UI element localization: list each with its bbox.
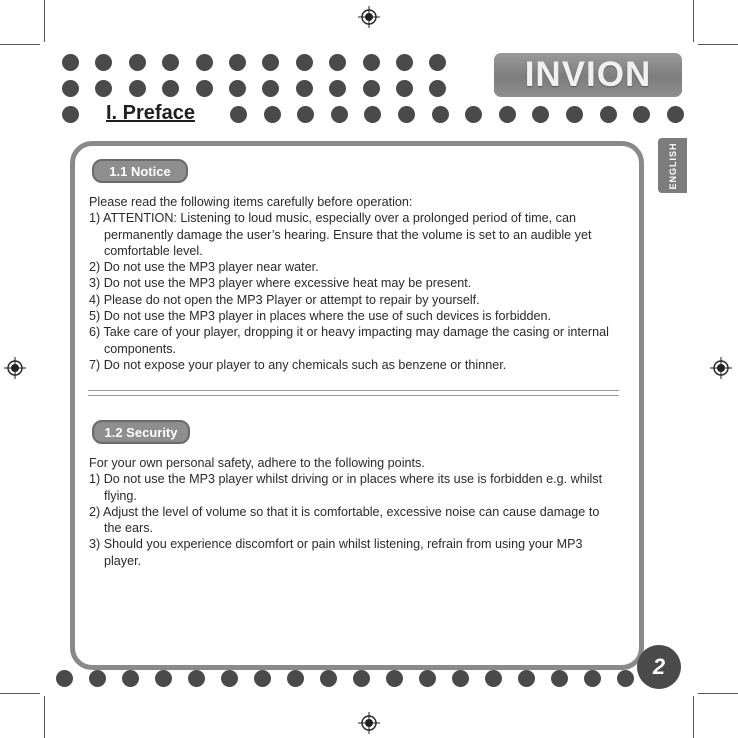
decorative-dot	[162, 80, 179, 97]
notice-heading-badge	[92, 159, 188, 183]
decorative-dot	[566, 106, 583, 123]
decorative-dot	[353, 670, 370, 687]
security-section	[89, 455, 619, 569]
decorative-dot	[297, 106, 314, 123]
decorative-dot	[296, 54, 313, 71]
decorative-dot	[262, 54, 279, 71]
page-number: 2	[637, 645, 681, 689]
list-item: 3) Should you experience discomfort or pain whilst listening, refrain from using your MP3 player.	[89, 537, 583, 568]
decorative-dot	[329, 54, 346, 71]
decorative-dot	[584, 670, 601, 687]
decorative-dot	[364, 106, 381, 123]
decorative-dot	[465, 106, 482, 123]
security-heading-badge	[92, 420, 190, 444]
list-item: 1) Do not use the MP3 player whilst driving or in places where its use is forbidden e.g. whilst flying.	[89, 472, 603, 503]
crop-mark	[44, 0, 45, 42]
decorative-dot	[485, 670, 502, 687]
decorative-dot	[617, 670, 634, 687]
list-item: 2) Adjust the level of volume so that it is comfortable, excessive noise can cause damage to the ears.	[89, 504, 600, 536]
registration-mark-icon	[358, 712, 380, 734]
decorative-dot	[296, 80, 313, 97]
list-item: 3) Do not use the MP3 player where excessive heat may be present.	[89, 276, 472, 291]
decorative-dot	[221, 670, 238, 687]
decorative-dot	[95, 80, 112, 97]
decorative-dot	[62, 54, 79, 71]
page-title: I. Preface	[106, 102, 195, 124]
crop-mark	[693, 696, 694, 738]
decorative-dot	[452, 670, 469, 687]
decorative-dot	[499, 106, 516, 123]
language-tab-label: ENGLISH	[667, 141, 678, 190]
decorative-dot	[129, 80, 146, 97]
decorative-dot	[129, 54, 146, 71]
crop-mark	[698, 693, 738, 694]
list-item: 4) Please do not open the MP3 Player or attempt to repair by yourself.	[89, 292, 480, 307]
decorative-dot	[188, 670, 205, 687]
decorative-dot	[62, 106, 79, 123]
decorative-dot	[162, 54, 179, 71]
decorative-dot	[363, 54, 380, 71]
decorative-dot	[230, 106, 247, 123]
registration-mark-icon	[4, 357, 26, 379]
notice-heading: 1.1 Notice	[109, 163, 171, 179]
decorative-dot	[532, 106, 549, 123]
decorative-dot	[122, 670, 139, 687]
decorative-dot	[196, 54, 213, 71]
security-heading: 1.2 Security	[104, 424, 178, 440]
list-item: 6) Take care of your player, dropping it or heavy impacting may damage the casing or internal components.	[89, 325, 609, 356]
crop-mark	[0, 693, 40, 694]
list-item: 7) Do not expose your player to any chemicals such as benzene or thinner.	[89, 357, 507, 372]
decorative-dot	[518, 670, 535, 687]
notice-intro: Please read the following items carefully before operation:	[89, 195, 413, 209]
decorative-dot	[419, 670, 436, 687]
decorative-dot	[320, 670, 337, 687]
language-tab	[658, 138, 687, 193]
decorative-dot	[262, 80, 279, 97]
decorative-dot	[600, 106, 617, 123]
decorative-dot	[551, 670, 568, 687]
decorative-dot	[667, 106, 684, 123]
decorative-dot	[633, 106, 650, 123]
decorative-dot	[398, 106, 415, 123]
decorative-dot	[62, 80, 79, 97]
crop-mark	[693, 0, 694, 42]
decorative-dot	[89, 670, 106, 687]
decorative-dot	[331, 106, 348, 123]
registration-mark-icon	[358, 6, 380, 28]
list-item: 1) ATTENTION: Listening to loud music, especially over a prolonged period of time, can permanently damage the user’s hearing. Ensure that the volume is set to an audible yet comfortable level.	[89, 211, 592, 258]
decorative-dot	[264, 106, 281, 123]
brand-logo: INVION	[494, 53, 682, 97]
crop-mark	[698, 44, 738, 45]
decorative-dot	[229, 80, 246, 97]
notice-section	[89, 194, 619, 373]
decorative-dot	[287, 670, 304, 687]
decorative-dot	[254, 670, 271, 687]
decorative-dot	[363, 80, 380, 97]
decorative-dot	[396, 80, 413, 97]
registration-mark-icon	[710, 357, 732, 379]
decorative-dot	[155, 670, 172, 687]
decorative-dot	[429, 54, 446, 71]
crop-mark	[44, 696, 45, 738]
decorative-dot	[229, 54, 246, 71]
decorative-dot	[429, 80, 446, 97]
section-divider	[88, 390, 619, 396]
security-intro: For your own personal safety, adhere to the following points.	[89, 456, 425, 470]
decorative-dot	[329, 80, 346, 97]
list-item: 2) Do not use the MP3 player near water.	[89, 260, 319, 275]
decorative-dot	[95, 54, 112, 71]
list-item: 5) Do not use the MP3 player in places where the use of such devices is forbidden.	[89, 309, 552, 324]
decorative-dot	[196, 80, 213, 97]
crop-mark	[0, 44, 40, 45]
decorative-dot	[432, 106, 449, 123]
decorative-dot	[386, 670, 403, 687]
decorative-dot	[56, 670, 73, 687]
decorative-dot	[396, 54, 413, 71]
